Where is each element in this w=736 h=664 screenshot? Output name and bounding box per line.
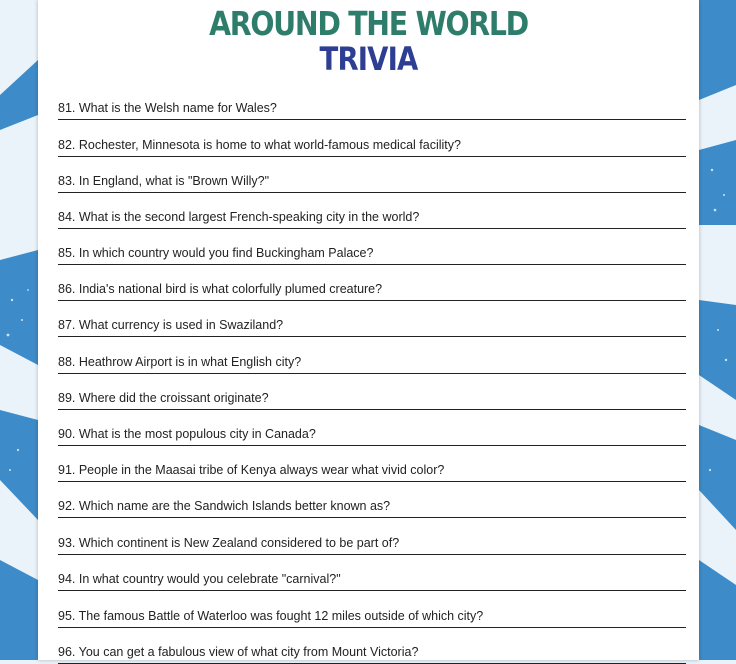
question-row [58,316,686,337]
question-text: 96. You can get a fabulous view of what city from Mount Victoria? [58,645,419,659]
title-line-1: AROUND THE WORLD [209,4,528,43]
question-row [58,99,686,120]
question-text: 85. In which country would you find Buckingham Palace? [58,246,374,260]
question-text: 87. What currency is used in Swaziland? [58,318,284,332]
question-text: 92. Which name are the Sandwich Islands better known as? [58,499,391,513]
question-row [58,244,686,265]
question-text: 89. Where did the croissant originate? [58,391,269,405]
question-row [58,208,686,229]
question-row [58,425,686,446]
question-row [58,389,686,410]
question-text: 83. In England, what is "Brown Willy?" [58,174,270,188]
question-text: 90. What is the most populous city in Canada? [58,427,316,441]
question-text: 84. What is the second largest French-speaking city in the world? [58,210,420,224]
trivia-worksheet [38,0,699,660]
question-text: 81. What is the Welsh name for Wales? [58,101,277,115]
question-text: 91. People in the Maasai tribe of Kenya always wear what vivid color? [58,463,445,477]
question-row [58,607,686,628]
title-line-2: TRIVIA [319,40,418,78]
question-text: 82. Rochester, Minnesota is home to what world-famous medical facility? [58,138,461,152]
question-row [58,461,686,482]
question-row [58,280,686,301]
question-row [58,497,686,518]
question-text: 94. In what country would you celebrate "carnival?" [58,572,341,586]
question-row [58,570,686,591]
question-text: 86. India's national bird is what colorfully plumed creature? [58,282,383,296]
question-text: 88. Heathrow Airport is in what English city? [58,355,302,369]
question-row [58,136,686,157]
question-row [58,534,686,555]
question-row [58,643,686,664]
question-row [58,353,686,374]
question-text: 93. Which continent is New Zealand considered to be part of? [58,536,400,550]
question-text: 95. The famous Battle of Waterloo was fought 12 miles outside of which city? [58,609,484,623]
question-row [58,172,686,193]
